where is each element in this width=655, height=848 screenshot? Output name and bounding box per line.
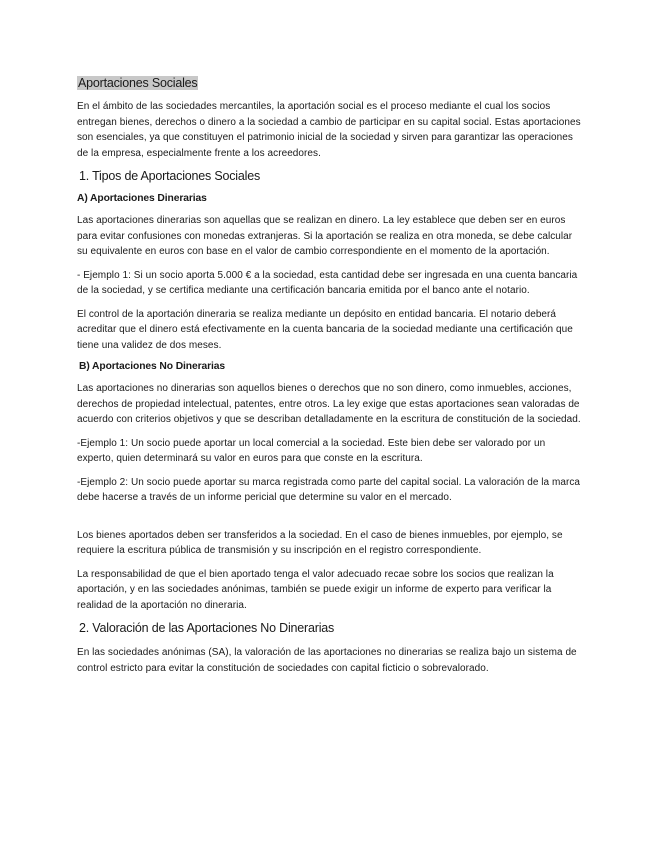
subsection-a-heading: A) Aportaciones Dinerarias (77, 193, 207, 204)
example-paragraph: - Ejemplo 1: Si un socio aporta 5.000 € a la sociedad, esta cantidad debe ser ingresada en una cuenta bancaria de la sociedad, y se certifica mediante una certificación bancaria emitida por el banco ante el notario. (77, 269, 578, 296)
paragraph: Las aportaciones no dinerarias son aquellos bienes o derechos que no son dinero, como inmuebles, acciones, derechos de propiedad intelectual, patentes, entre otros. La ley exige que estas aportaciones sean valoradas de acuerdo con criterios objetivos y que se describan detalladamente en la escritura de constitución de la sociedad. (77, 383, 581, 425)
paragraph: El control de la aportación dineraria se realiza mediante un depósito en entidad bancaria. El notario deberá acreditar que el dinero está efectivamente en la cuenta bancaria de la sociedad mediante una certificación que tiene una validez de dos meses. (77, 308, 573, 351)
subsection-b-heading: B) Aportaciones No Dinerarias (79, 361, 226, 372)
section-1-heading: 1. Tipos de Aportaciones Sociales (79, 169, 261, 183)
spacer (77, 514, 582, 528)
example-paragraph: -Ejemplo 1: Un socio puede aportar un local comercial a la sociedad. Este bien debe ser valorado por un experto, quien determinará su valor en euros para que conste en la escritura. (77, 437, 546, 464)
paragraph: Las aportaciones dinerarias son aquellas que se realizan en dinero. La ley establece que deben ser en euros para evitar confusiones con monedas extranjeras. Si la aportación se realiza en otra moneda, se debe calcular su equivalente en euros con base en el valor de cambio correspondiente en el momento de la aportación. (77, 215, 573, 257)
intro-paragraph: En el ámbito de las sociedades mercantiles, la aportación social es el proceso mediante el cual los socios entregan bienes, derechos o dinero a la sociedad a cambio de participar en su capital social. Estas aportaciones son esenciales, ya que constituyen el patrimonio inicial de la sociedad y sirven para garantizar las operaciones de la empresa, especialmente frente a los acreedores. (77, 101, 581, 159)
document-title: Aportaciones Sociales (78, 76, 198, 90)
section-2-heading: 2. Valoración de las Aportaciones No Dinerarias (79, 621, 335, 635)
paragraph: Los bienes aportados deben ser transferidos a la sociedad. En el caso de bienes inmuebles, por ejemplo, se requiere la escritura pública de transmisión y su inscripción en el registro correspondiente. (77, 529, 563, 556)
paragraph: En las sociedades anónimas (SA), la valoración de las aportaciones no dinerarias se realiza bajo un sistema de control estricto para evitar la constitución de sociedades con capital ficticio o sobrevalorado. (77, 647, 577, 674)
example-paragraph: -Ejemplo 2: Un socio puede aportar su marca registrada como parte del capital social. La valoración de la marca debe hacerse a través de un informe pericial que determine su valor en el mercado. (77, 476, 581, 503)
paragraph: La responsabilidad de que el bien aportado tenga el valor adecuado recae sobre los socios que realizan la aportación, y en las sociedades anónimas, también se puede exigir un informe de experto para verificar la realidad de la aportación no dineraria. (77, 568, 554, 611)
document-page (77, 74, 582, 684)
